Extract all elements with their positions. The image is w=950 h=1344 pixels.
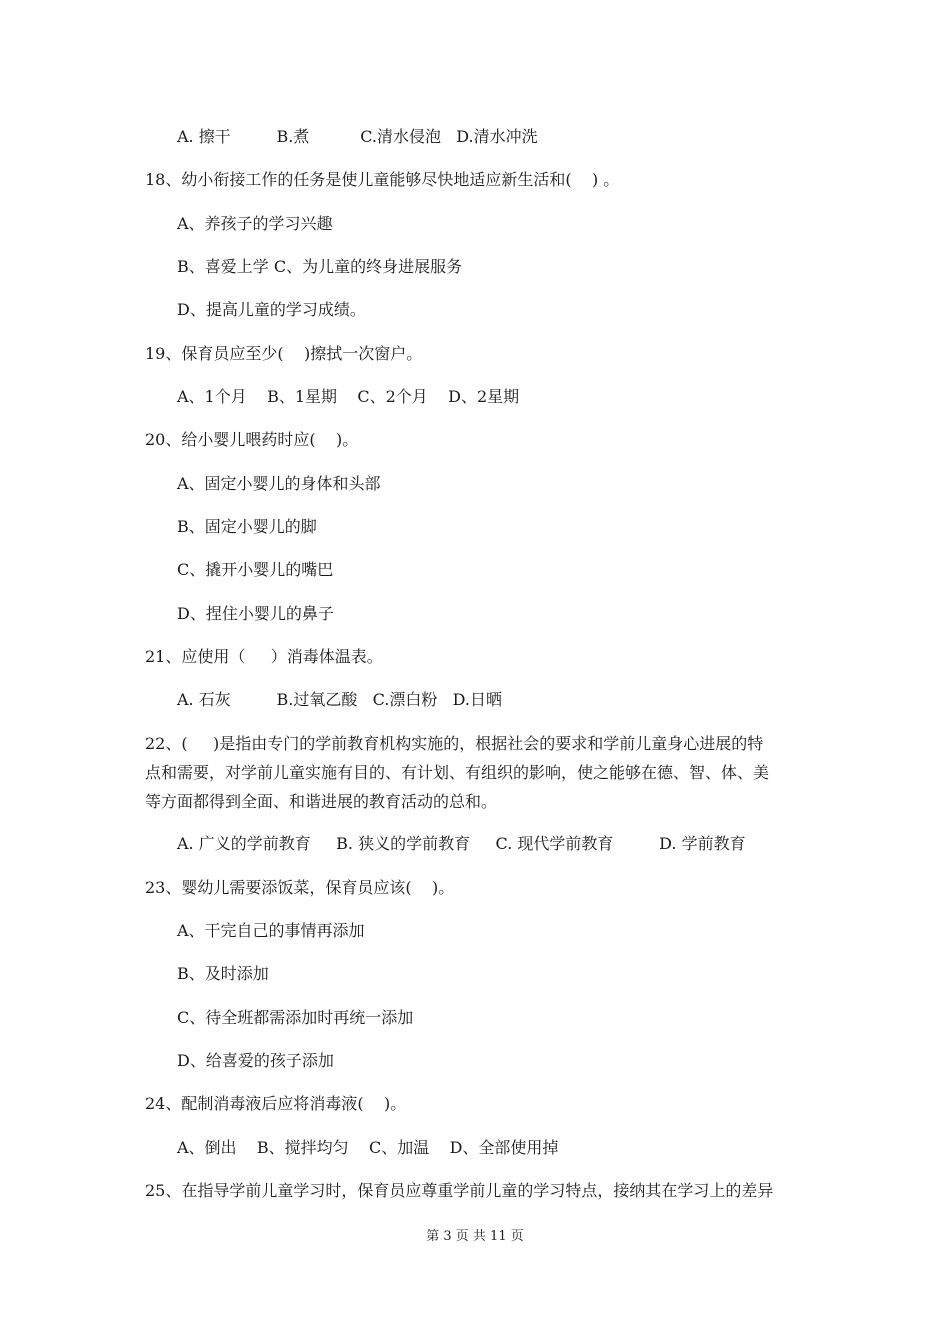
q17-options: A. 擦干 B.煮 C.清水侵泡 D.清水冲洗 bbox=[177, 127, 538, 146]
q22-stem-line-3: 等方面都得到全面、和谐进展的教育活动的总和。 bbox=[145, 792, 498, 811]
q20-stem: 20、给小婴儿喂药时应( )。 bbox=[145, 430, 359, 449]
q19-stem: 19、保育员应至少( )擦拭一次窗户。 bbox=[145, 344, 423, 363]
q23-stem: 23、婴幼儿需要添饭菜，保育员应该( )。 bbox=[145, 878, 455, 897]
q24-stem: 24、配制消毒液后应将消毒液( )。 bbox=[145, 1094, 407, 1113]
q25-stem: 25、在指导学前儿童学习时，保育员应尊重学前儿童的学习特点，接纳其在学习上的差异 bbox=[145, 1181, 774, 1200]
q22-options: A. 广义的学前教育 B. 狭义的学前教育 C. 现代学前教育 D. 学前教育 bbox=[177, 834, 746, 853]
q18-option-bc: B、喜爱上学 C、为儿童的终身进展服务 bbox=[177, 257, 463, 276]
q23-option-c: C、待全班都需添加时再统一添加 bbox=[177, 1008, 414, 1027]
q20-option-c: C、撬开小婴儿的嘴巴 bbox=[177, 560, 334, 579]
page-footer: 第 3 页 共 11 页 bbox=[426, 1229, 524, 1244]
q21-stem: 21、应使用（ ）消毒体温表。 bbox=[145, 647, 383, 666]
q18-stem: 18、幼小衔接工作的任务是使儿童能够尽快地适应新生活和( ) 。 bbox=[145, 170, 620, 189]
q24-options: A、倒出 B、搅拌均匀 C、加温 D、全部使用掉 bbox=[177, 1138, 559, 1157]
q23-option-a: A、干完自己的事情再添加 bbox=[177, 921, 365, 940]
q19-options: A、1个月 B、1星期 C、2个月 D、2星期 bbox=[177, 387, 520, 406]
q23-option-b: B、及时添加 bbox=[177, 964, 269, 983]
q22-stem-line-1: 22、( )是指由专门的学前教育机构实施的，根据社会的要求和学前儿童身心进展的特 bbox=[145, 734, 764, 753]
q20-option-a: A、固定小婴儿的身体和头部 bbox=[177, 474, 381, 493]
q18-option-d: D、提高儿童的学习成绩。 bbox=[177, 300, 366, 319]
q20-option-d: D、捏住小婴儿的鼻子 bbox=[177, 604, 334, 623]
q20-option-b: B、固定小婴儿的脚 bbox=[177, 517, 317, 536]
q18-option-a: A、养孩子的学习兴趣 bbox=[177, 214, 333, 233]
q23-option-d: D、给喜爱的孩子添加 bbox=[177, 1051, 334, 1070]
q21-options: A. 石灰 B.过氧乙酸 C.漂白粉 D.日晒 bbox=[177, 690, 502, 709]
q22-stem-line-2: 点和需要，对学前儿童实施有目的、有计划、有组织的影响，使之能够在德、智、体、美 bbox=[145, 763, 770, 782]
